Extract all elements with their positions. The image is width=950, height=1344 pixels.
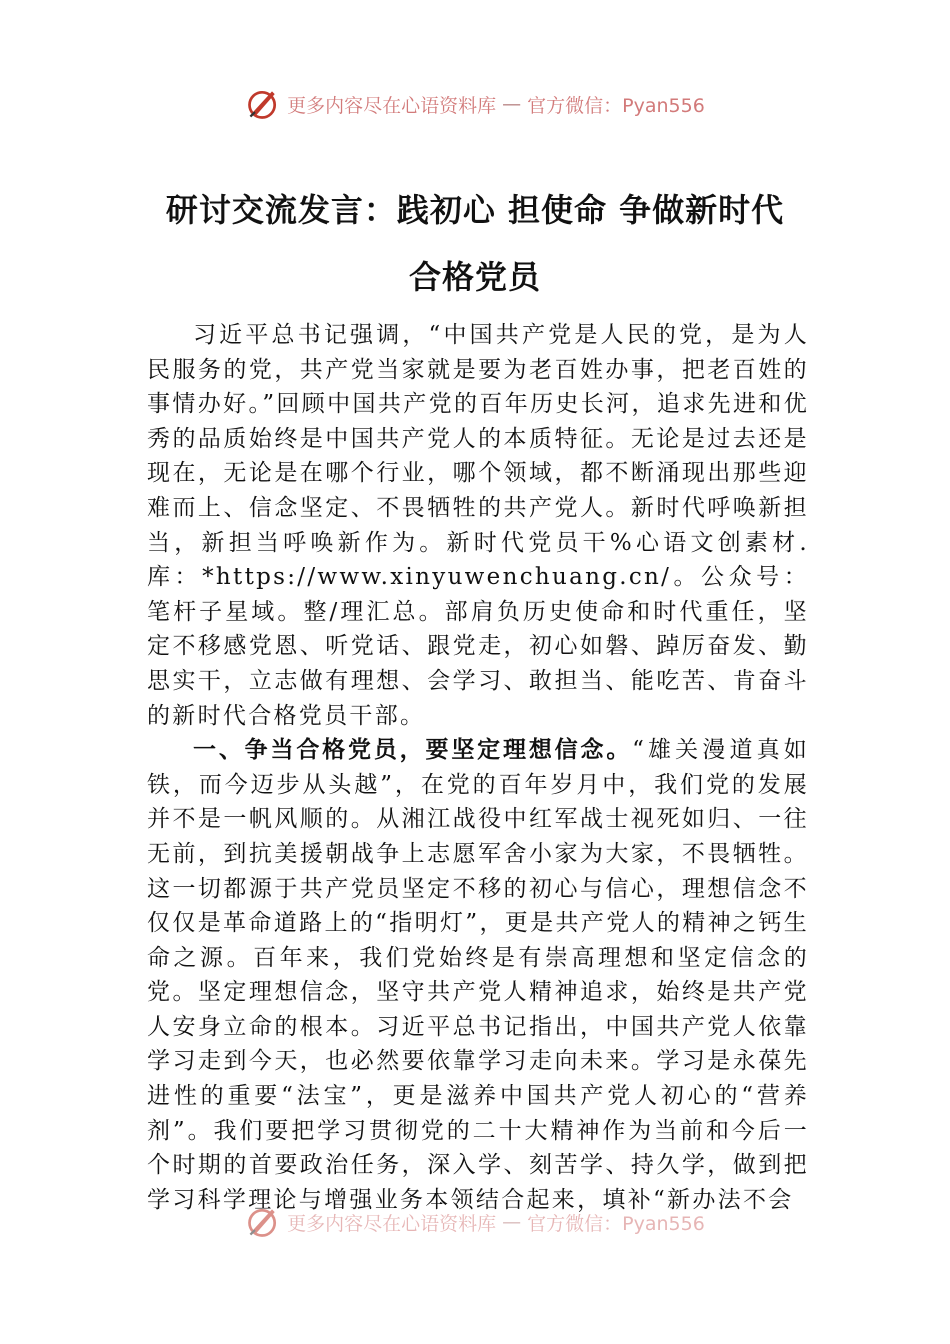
quill-logo-icon	[245, 1204, 281, 1240]
section1-heading: 一、争当合格党员，要坚定理想信念。	[193, 737, 633, 764]
quill-logo-icon	[245, 86, 281, 122]
section1-paragraph	[147, 733, 809, 1213]
document-title-line2: 合格党员	[408, 258, 541, 296]
watermark-wechat: 官方微信：Pyan556	[527, 94, 705, 117]
watermark-text: 更多内容尽在心语资料库	[287, 94, 497, 117]
watermark-separator: —	[502, 1211, 522, 1233]
document-body	[147, 318, 809, 1213]
watermark-text: 更多内容尽在心语资料库	[287, 1212, 497, 1235]
section1-text: “雄关漫道真如铁，而今迈步从头越”，在党的百年岁月中，我们党的发展并不是一帆风顺的。从湘江战役中红军战士视死如归、一往无前，到抗美援朝战争上志愿军舍小家为大家，不畏牺牲。这一切都源于共产党员坚定不移的初心与信心，理想信念不仅仅是革命道路上的“指明灯”，更是共产党人的精神之钙生命之源。百年来，我们党始终是有崇高理想和坚定信念的党。坚定理想信念，坚守共产党人精神追求，始终是共产党人安身立命的根本。习近平总书记指出，中国共产党人依靠学习走到今天，也必然要依靠学习走向未来。学习是永葆先进性的重要“法宝”，更是滋养中国共产党人初心的“营养剂”。我们要把学习贯彻党的二十大精神作为当前和今后一个时期的首要政治任务，深入学、刻苦学、持久学，做到把学习科学理论与增强业务本领结合起来，填补“新办法不会	[147, 737, 809, 1213]
watermark-wechat: 官方微信：Pyan556	[527, 1212, 705, 1235]
footer-watermark	[0, 1200, 950, 1244]
header-watermark	[0, 82, 950, 126]
watermark-separator: —	[502, 93, 522, 115]
intro-paragraph: 习近平总书记强调，“中国共产党是人民的党，是为人民服务的党，共产党当家就是要为老百姓办事，把老百姓的事情办好。”回顾中国共产党的百年历史长河，追求先进和优秀的品质始终是中国共产党人的本质特征。无论是过去还是现在，无论是在哪个行业，哪个领域，都不断涌现出那些迎难而上、信念坚定、不畏牺牲的共产党人。新时代呼唤新担当，新担当呼唤新作为。新时代党员干%心语文创素材.库：*https://www.xinyuwenchuang.cn/。公众号：笔杆子星域。整/理汇总。部肩负历史使命和时代重任，坚定不移感党恩、听党话、跟党走，初心如磐、踔厉奋发、勤思实干，立志做有理想、会学习、敢担当、能吃苦、肯奋斗的新时代合格党员干部。	[147, 322, 809, 729]
document-title-line1: 研讨交流发言：践初心 担使命 争做新时代	[165, 191, 785, 229]
